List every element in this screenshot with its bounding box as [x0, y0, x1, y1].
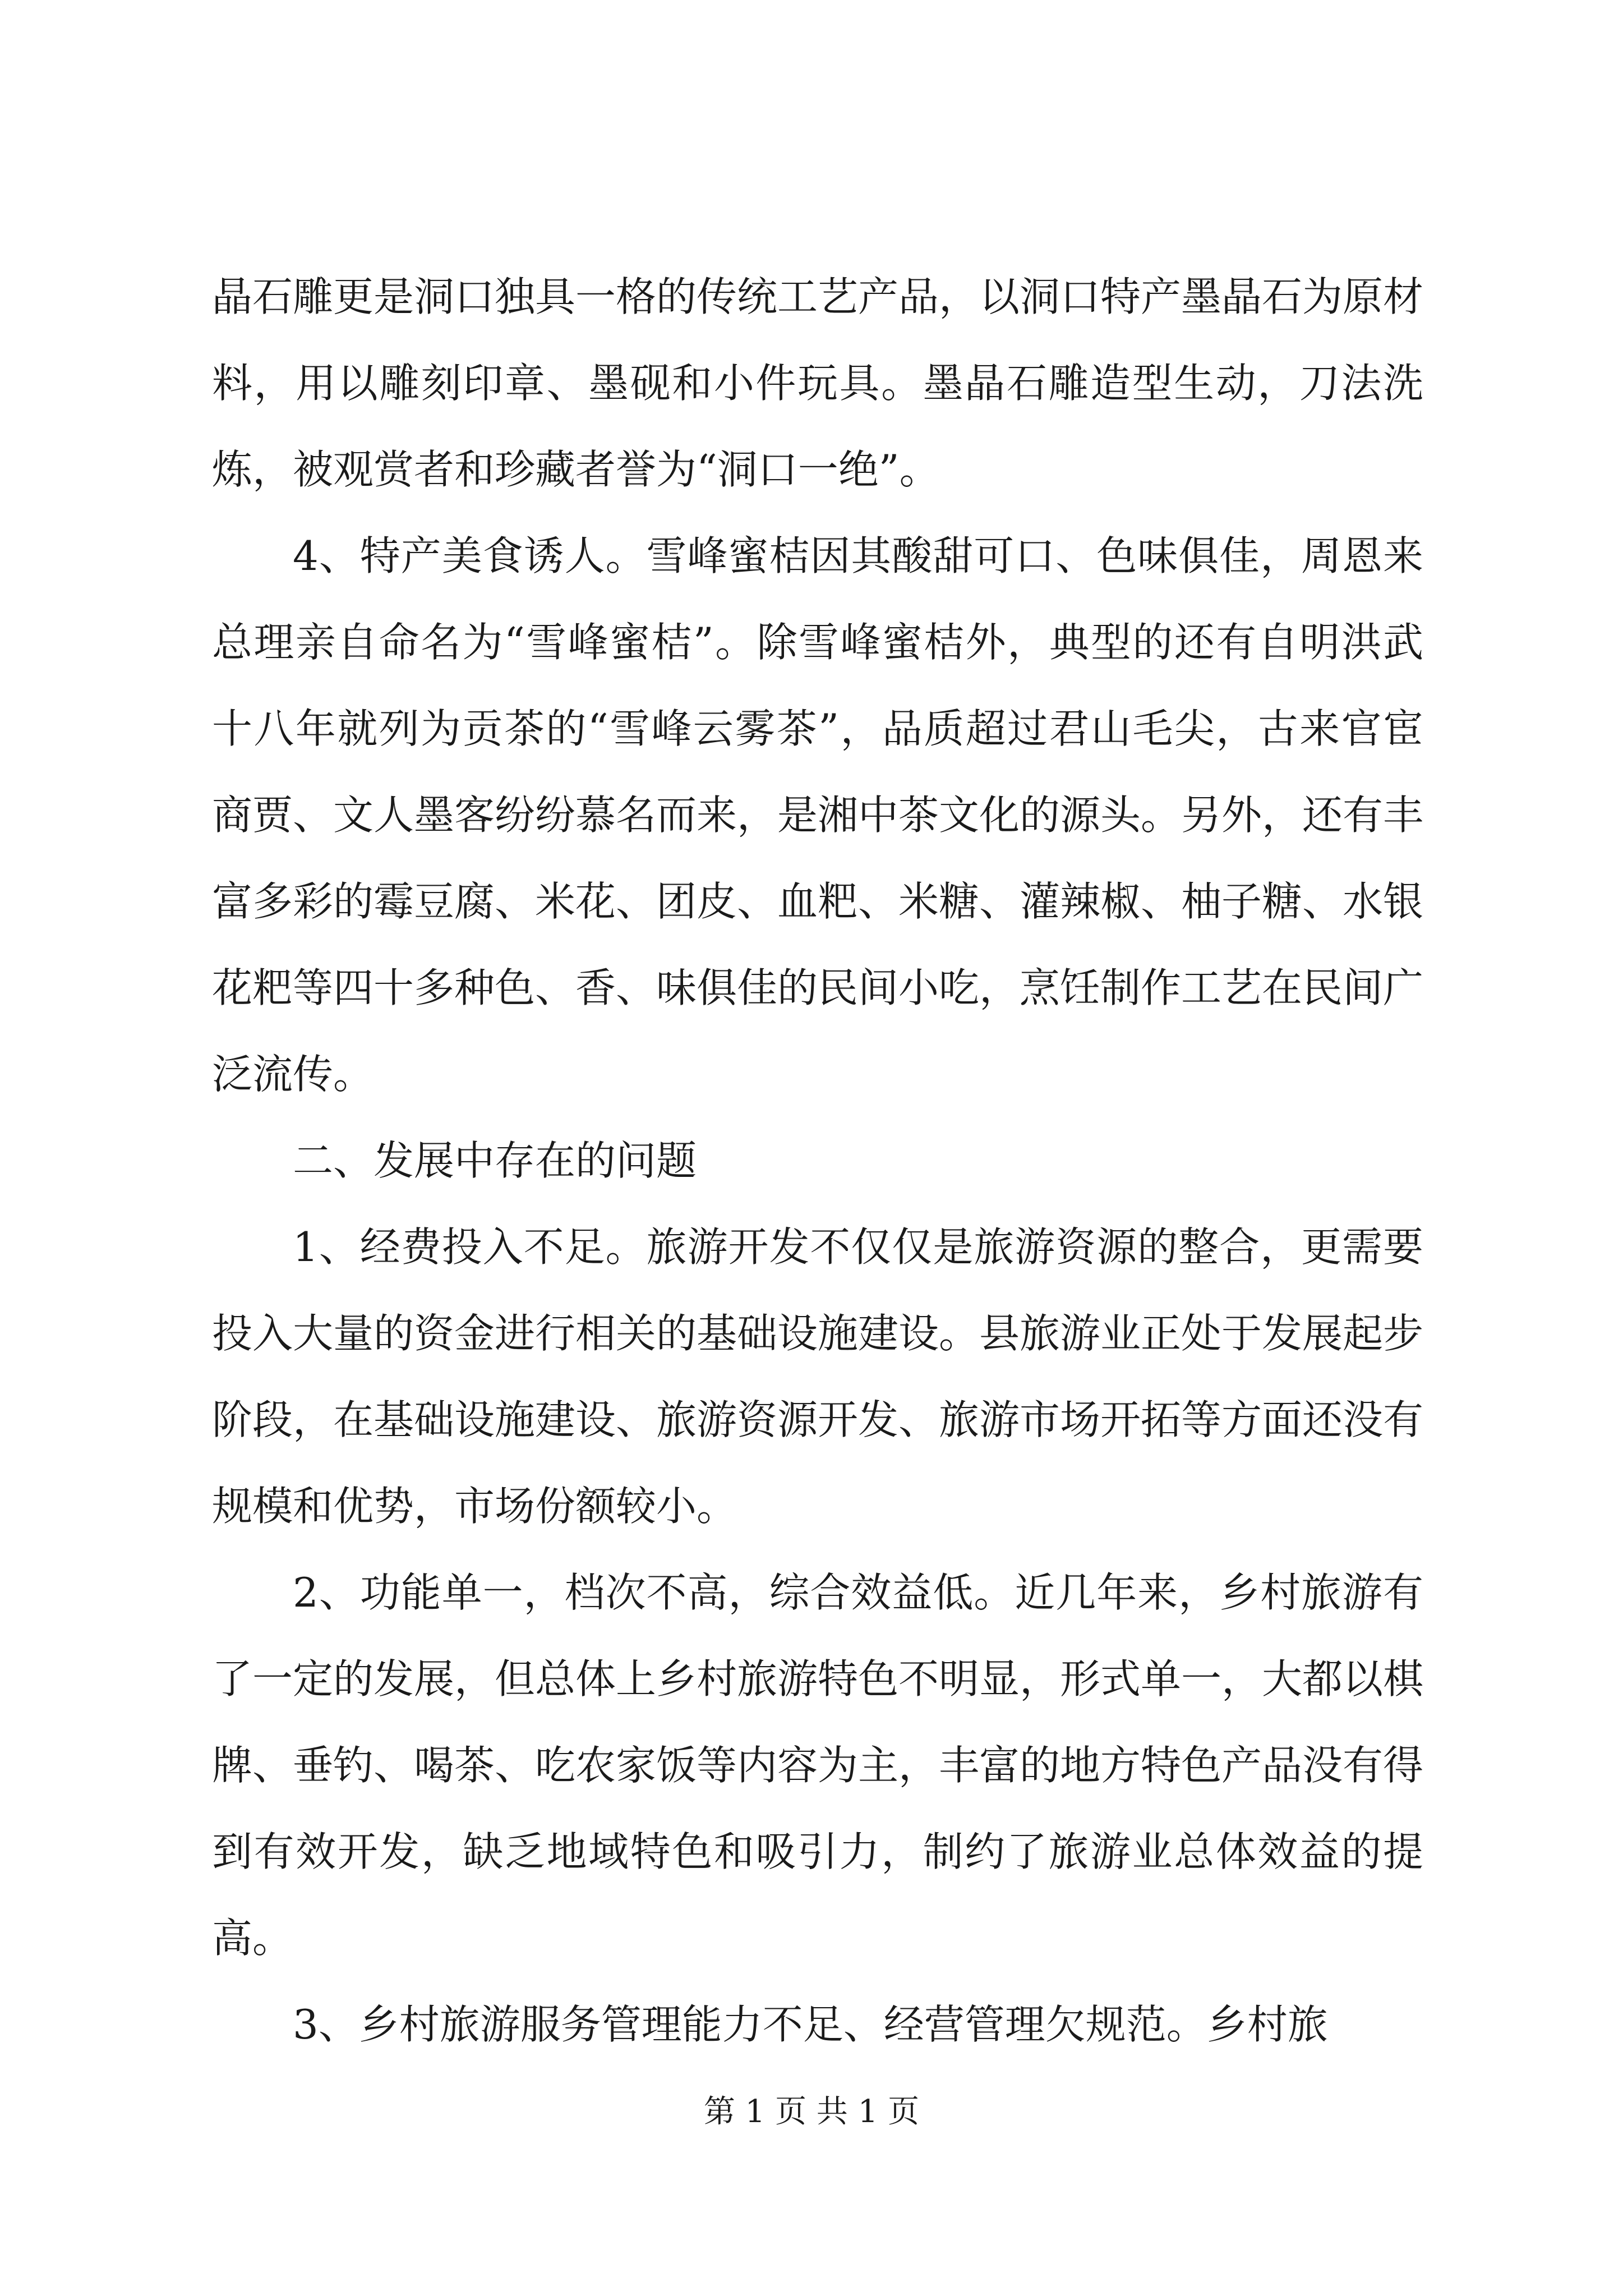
- page-footer: 第 1 页 共 1 页: [703, 2093, 920, 2130]
- paragraph-funding: 1、经费投入不足。旅游开发不仅仅是旅游资源的整合，更需要投入大量的资金进行相关的基础设施建设。县旅游业正处于发展起步阶段，在基础设施建设、旅游资源开发、旅游市场开拓等方面还没有规模和优势，市场份额较小。: [212, 1223, 1424, 1530]
- document-body: [212, 254, 1423, 2068]
- paragraph-management: 3、乡村旅游服务管理能力不足、经营管理欠规范。乡村旅: [293, 2001, 1328, 2048]
- paragraph-local-food: 4、特产美食诱人。雪峰蜜桔因其酸甜可口、色味俱佳，周恩来总理亲自命名为“雪峰蜜桔”。除雪峰蜜桔外，典型的还有自明洪武十八年就列为贡茶的“雪峰云雾茶”，品质超过君山毛尖，古来官宦商贾、文人墨客纷纷慕名而来，是湘中茶文化的源头。另外，还有丰富多彩的霉豆腐、米花、团皮、血粑、米糖、灌辣椒、柚子糖、水银花粑等四十多种色、香、味俱佳的民间小吃，烹饪制作工艺在民间广泛流传。: [212, 532, 1424, 1098]
- paragraph-single-function: 2、功能单一，档次不高，综合效益低。近几年来，乡村旅游有了一定的发展，但总体上乡村旅游特色不明显，形式单一，大都以棋牌、垂钓、喝茶、吃农家饭等内容为主，丰富的地方特色产品没有得到有效开发，缺乏地域特色和吸引力，制约了旅游业总体效益的提高。: [212, 1569, 1424, 1962]
- paragraph-continuation: 晶石雕更是洞口独具一格的传统工艺产品，以洞口特产墨晶石为原材料，用以雕刻印章、墨砚和小件玩具。墨晶石雕造型生动，刀法洗炼，被观赏者和珍藏者誉为“洞口一绝”。: [212, 273, 1424, 493]
- section-heading-problems: 二、发展中存在的问题: [293, 1137, 697, 1184]
